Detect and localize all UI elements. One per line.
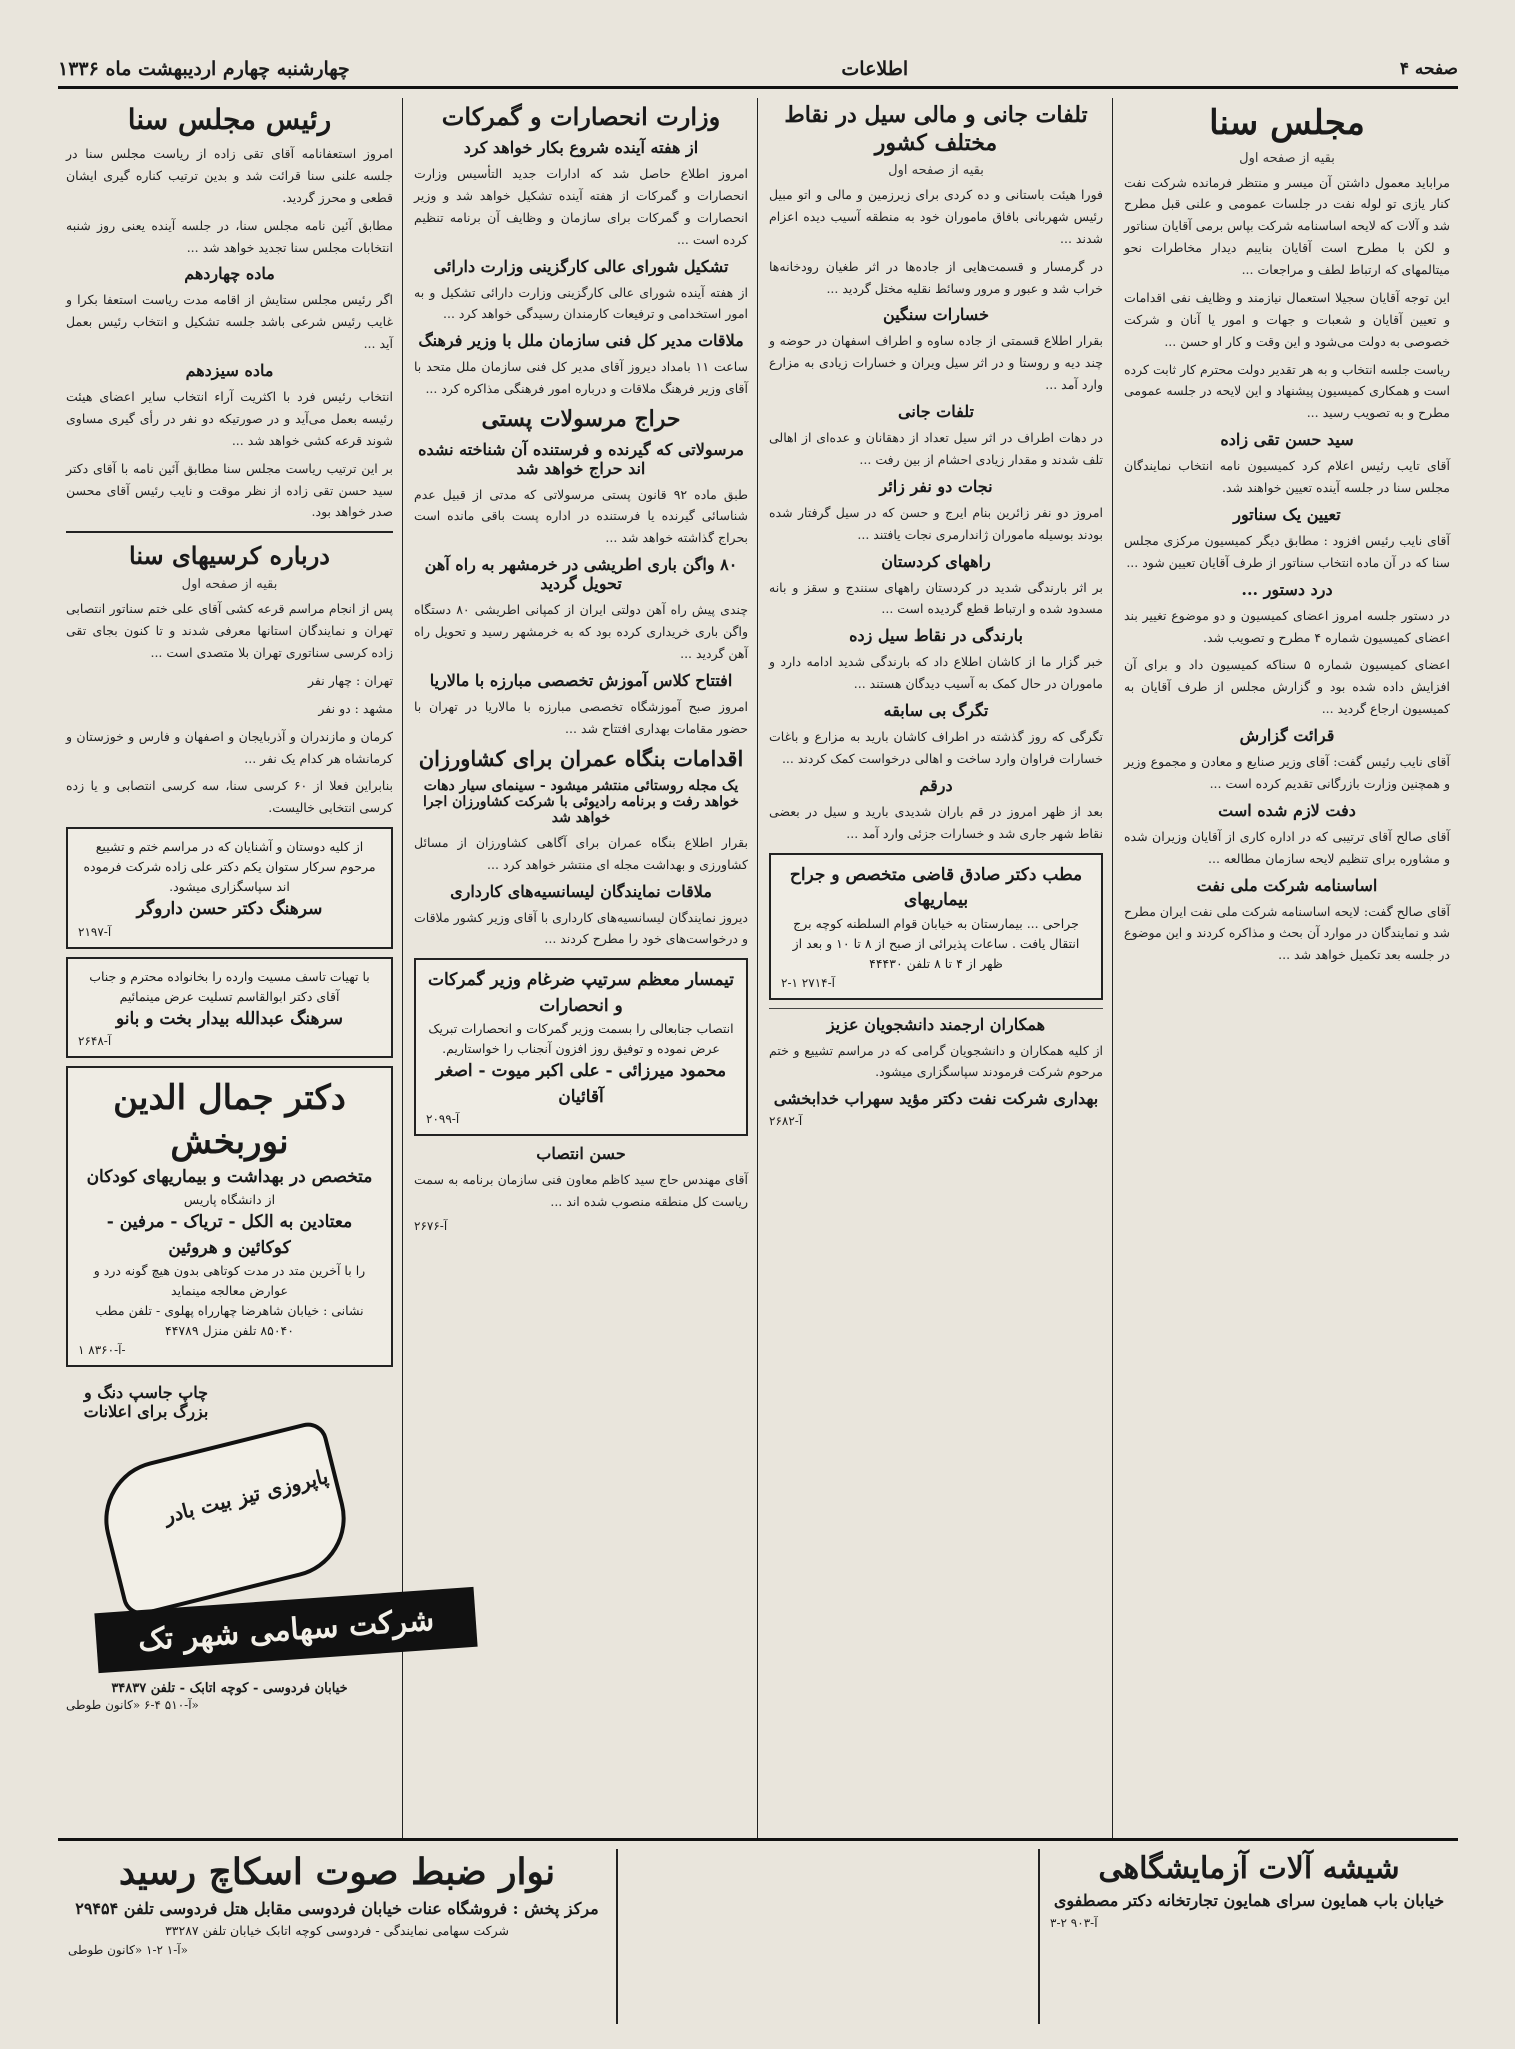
ad-address: نشانی : خیابان شاهرضا چهارراه پهلوی - تلفن مطب ۸۵۰۴۰ تلفن منزل ۴۴۷۸۹	[95, 1303, 364, 1338]
lab-glass-ad	[1038, 1849, 1458, 2024]
article-text: این توجه آقایان سجیلا استعمال نیازمند و وظایف نفی اقدامات و تعیین آقایان و شعبات و جهات و امور یا آنان و شرکت خصوصی به دولت می‌شود و این وقت و کار او حسن ...	[1124, 289, 1450, 349]
section-heading: ملاقات نمایندگان لیسانسیه‌های کارداری	[450, 881, 712, 901]
article-title: مجلس سنا	[1209, 103, 1365, 143]
article-text: بقرار اطلاع بنگاه عمران برای آگاهی کشاورزان از مسائل کشاورزی و بهداشت مجله ای منتشر خواهد کرد ...	[414, 834, 748, 872]
article-text: اگر رئیس مجلس ستایش از اقامه مدت ریاست استعفا بکرا و غایب رئیس شرعی باشد جلسه تشکیل و انتخاب رئیس بعمل آید ...	[66, 292, 393, 352]
article-text: مشهد : دو نفر	[318, 700, 393, 716]
column-rule	[402, 98, 403, 1838]
continued-note: بقیه از صفحه اول	[181, 577, 278, 593]
section-heading: راههای کردستان	[881, 551, 991, 571]
article-text: کرمان و مازندران و آذربایجان و اصفهان و فارس و خوزستان و کرمانشاه هر کدام یک نفر ...	[66, 728, 393, 766]
ad-body: جراحی ... بیمارستان به خیابان قوام السلطنه کوچه برج انتقال یافت . ساعات پذیرائی از صبح از ۸ تا ۱۰ و بعد از ظهر از ۴ تا ۸ تلفن ۴۴۴۳۰	[792, 915, 1080, 971]
column-floods	[761, 98, 1111, 1838]
article-text: در دهات اطراف در اثر سیل تعداد از دهقانان و عده‌ای از اهالی تلف شدند و مقدار زیادی احشام از بین رفت ...	[769, 430, 1103, 467]
section-heading: تعیین یک سناتور	[1233, 504, 1341, 524]
ad-signature: سرهنگ عبدالله بیدار بخت و بانو	[115, 1008, 344, 1029]
article-title: رئیس مجلس سنا	[127, 103, 332, 136]
ad-title: مطب دکتر صادق قاضی متخصص و جراح بیماریهای	[789, 864, 1083, 910]
article-text: دیروز نمایندگان لیسانسیه‌های کارداری با آقای وزیر کشور ملاقات و درخواست‌های خود را مطرح کردند ...	[414, 909, 748, 947]
ad-code: آ-۵۱۰ ۴-۶ «کانون طوطی»	[66, 1698, 199, 1712]
article-title: حراج مرسولات پستی	[481, 406, 681, 432]
section-heading: تشکیل شورای عالی کارگزینی وزارت دارائی	[433, 256, 729, 276]
ad-body: با تهیات تاسف مسیت وارده را بخانواده محترم و جناب آقای دکتر ابوالقاسم تسلیت عرض مینمائیم	[89, 968, 370, 1004]
ad-code: آ-۹۰۳ ۲-۳	[1050, 1915, 1098, 1930]
article-text: خبر گزار ما از کاشان اطلاع داد که بارندگی شدید ادامه دارد و ماموران در حال کمک به آسیب دیدگان هستند ...	[769, 654, 1103, 692]
article-text: آقای نایب رئیس افزود : مطابق دیگر کمیسیون مرکزی مجلس سنا که در آن ماده انتخاب سناتور از طرف آقایان تعیین شود ...	[1124, 532, 1450, 570]
divider	[66, 531, 393, 533]
article-subtitle: از هفته آینده شروع بکار خواهد کرد	[463, 138, 699, 157]
ad-body: از کلیه دوستان و آشنایان که در مراسم ختم و تشییع مرحوم سرکار ستوان یکم دکتر علی زاده شرکت فرموده اند سپاسگزاری میشود.	[83, 839, 376, 895]
section-heading: دفت لازم شده است	[1218, 800, 1356, 820]
section-heading: قرائت گزارش	[1239, 726, 1335, 745]
ad-code: آ-۱ ۲-۱ «کانون طوطی»	[68, 1943, 188, 1958]
article-text: بنابراین فعلا از ۶۰ کرسی سنا، سه کرسی انتصابی و یا زده کرسی انتخابی خالیست.	[66, 778, 393, 816]
section-heading: خسارات سنگین	[883, 305, 989, 325]
article-text: طبق ماده ۹۲ قانون پستی مرسولاتی که مدتی از قبیل عدم شناسائی گیرنده یا فرستنده در اداره پست باقی مانده است بحراج گذاشته خواهد شد ...	[414, 486, 748, 546]
article-title: درباره کرسیهای سنا	[129, 541, 330, 571]
issue-date: چهارشنبه چهارم اردیبهشت ماه ۱۳۳۶	[58, 58, 350, 80]
article-title: وزارت انحصارات و گمرکات	[441, 102, 721, 131]
ad-subtitle: متخصص در بهداشت و بیماریهای کودکان	[86, 1166, 373, 1187]
notice-title: حسن انتصاب	[536, 1144, 626, 1164]
ad-title: شیشه آلات آزمایشگاهی	[1098, 1851, 1400, 1886]
ad-code: آ-۲۶۸۲	[769, 1114, 803, 1129]
ad-body: را با آخرین متد در مدت کوتاهی بدون هیچ گونه درد و عوارض معالجه مینماید	[93, 1263, 366, 1298]
column-rule	[1112, 98, 1113, 1838]
scroll-icon	[92, 1418, 359, 1619]
article-text: در گرمسار و قسمت‌هایی از جاده‌ها در اثر طغیان رودخانه‌ها خراب شد و عبور و مرور وسائط نقلیه مختل گردید ...	[769, 258, 1103, 296]
company-logo: شرکت سهامی شهر تک	[94, 1587, 477, 1673]
section-heading: افتتاح کلاس آموزش تخصصی مبارزه با مالاریا	[429, 670, 733, 690]
section-heading: اساسنامه شرکت ملی نفت	[1196, 875, 1378, 895]
divider	[769, 1008, 1103, 1009]
footer-ads	[58, 1838, 1458, 2028]
notice-text: از کلیه همکاران و دانشجویان گرامی که در مراسم تشییع و ختم مرحوم شرکت فرمودند سپاسگزاری میشود.	[769, 1042, 1103, 1080]
section-heading: تلفات جانی	[898, 402, 974, 421]
scroll-text: پاپروزی تیز بیت بادر	[161, 1464, 331, 1528]
section-heading: درد دستور ...	[1241, 579, 1333, 599]
article-text: آقای نایب رئیس گفت: آقای وزیر صنایع و معادن و مجموع وزیر و همچنین وزارت بازرگانی تقدیم کرده است ...	[1124, 754, 1450, 791]
article-text: امروز استعفانامه آقای تقی زاده از ریاست مجلس سنا در جلسه علنی سنا قرائت شد و بدین ترتیب کناره گیری ایشان قطعی و محرز گردید.	[66, 146, 393, 205]
ad-code: آ-۲۶۴۸	[78, 1034, 112, 1049]
article-text: تگرگی که روز گذشته در اطراف کاشان بارید به مزارع و باغات خسارات فراوان وارد ساخت و اهالی درخواست کمک کردند ...	[769, 729, 1103, 766]
article-text: بر این ترتیب ریاست مجلس سنا مطابق آئین نامه با آقای دکتر سید حسن تقی زاده از نظر موقت و نایب رئیس آقای محسن صدر خواهد بود.	[66, 460, 393, 520]
article-text: ریاست جلسه انتخاب و به هر تقدیر دولت محترم کار ثابت کرده است و همکاری کمیسیون پیشنهاد و این لایحه در جلسه عمومی مطرح و به تصویب رسید ...	[1124, 361, 1450, 421]
article-text: ساعت ۱۱ بامداد دیروز آقای مدیر کل فنی سازمان ملل متحد با آقای وزیر فرهنگ ملاقات و درباره امور فرهنگی مذاکره کرد ...	[414, 359, 748, 397]
condolence-ad	[66, 827, 393, 949]
ad-note: چاپ جاسپ دنگ و بزرگ برای اعلانات	[83, 1383, 209, 1421]
ad-signature: سرهنگ دکتر حسن داروگر	[136, 899, 323, 920]
section-heading: درقم	[919, 775, 953, 795]
section-heading: ماده چهاردهم	[184, 264, 275, 284]
masthead	[58, 52, 1458, 89]
section-heading: سید حسن تقی زاده	[1220, 430, 1354, 450]
article-text: پس از انجام مراسم قرعه کشی آقای علی ختم سناتور انتصابی تهران و نمایندگان استانها معرفی شدند و تا کنون بجای تقی زاده کرسی سناتوری تهران بلا متصدی است ...	[66, 601, 393, 660]
notice-text: آقای مهندس حاج سید کاظم معاون فنی سازمان برنامه به سمت ریاست کل منطقه منصوب شده اند ...	[414, 1172, 748, 1210]
ad-body: خیابان باب همایون سرای همایون تجارتخانه دکتر مصطفوی	[1053, 1891, 1445, 1910]
continued-note: بقیه از صفحه اول	[888, 163, 984, 178]
article-text: تهران : چهار نفر	[308, 672, 393, 688]
article-text: اعضای کمیسیون شماره ۵ سناکه کمیسیون داد و برای آن افزایش داده شده بود و گزارش مجلس از طرف آقایان به کمیسیون ارجاع گردید ...	[1124, 657, 1451, 717]
congrats-ad	[414, 958, 748, 1136]
ad-line: معتادین به الکل - تریاک - مرفین - کوکائین و هروئین	[106, 1212, 353, 1258]
article-text: امروز صبح آموزشگاه تخصصی مبارزه با مالاریا در تهران با حضور مقامات بهداری افتتاح شد ...	[414, 698, 748, 736]
doctor-ad	[769, 853, 1103, 1000]
section-heading: ماده سیزدهم	[185, 361, 274, 380]
column-rule	[757, 98, 758, 1838]
section-heading: تگرگ بی سابقه	[883, 701, 989, 720]
column-ministry	[406, 98, 756, 1838]
section-heading: ۸۰ واگن باری اطریشی در خرمشهر به راه آهن تحویل گردید	[424, 555, 738, 594]
ad-title: دکتر جمال الدین نوربخش	[113, 1078, 346, 1163]
article-text: در دستور جلسه امروز اعضای کمیسیون و دو موضوع تغییر بند اعضای کمیسیون شماره ۴ مطرح و تصویب شد.	[1124, 607, 1450, 645]
section-heading: نجات دو نفر زائر	[879, 476, 993, 496]
notice-title: همکاران ارجمند دانشجویان عزیز	[826, 1014, 1046, 1034]
article-text: بقرار اطلاع قسمتی از جاده ساوه و اطراف اسفهان در حوضه و چند دیه و روستا و در اثر سیل ویران و خسارات زیادی به مزارع وارد آمد ...	[769, 333, 1103, 393]
article-text: مراباید معمول داشتن آن میسر و منتظر فرمانده شرکت نفت کنار یازی تو لوله نفت در جلسات عمومی و علنی قبل مطرح شد و آلات که لایحه اساسنامه شرکت بپاس برمی آقایان سناتور و لکن با مطرح است آقایان بنایبم دیدار مخاطرات نحو میتالمهای که ارتباط لطف و مراجعات ...	[1124, 174, 1450, 277]
article-text: فورا هیئت باستانی و ده کردی برای زیرزمین و مالی و اتو مبیل رئیس شهربانی بافاق ماموران خود به منطقه آسیب دیده اعزام شدند ...	[769, 187, 1103, 246]
article-title: اقدامات بنگاه عمران برای کشاورزان	[418, 745, 744, 771]
article-text: امروز دو نفر زائرین بنام ایرج و حسن که در سیل گرفتار شده بودند بوسیله ماموران ژاندارمری نجات یافتند ...	[769, 504, 1103, 542]
condolence-ad	[66, 957, 393, 1059]
ad-address: خیابان فردوسی - کوچه اتابک - تلفن ۳۴۸۳۷	[111, 1681, 348, 1696]
ad-code: آ-۲۱۹۷	[78, 924, 112, 939]
ad-body-secondary: شرکت سهامی نمایندگی - فردوسی کوچه اتابک خیابان تلفن ۳۳۲۸۷	[165, 1923, 509, 1939]
ad-body: انتصاب جنابعالی را بسمت وزیر گمرکات و انحصارات تبریک عرض نموده و توفیق روز افزون آنجناب را خواستاریم.	[428, 1021, 734, 1057]
tape-ad	[58, 1849, 618, 2024]
article-text: از هفته آینده شورای عالی کارگزینی وزارت دارائی تشکیل و به امور استخدامی و ترفیعات کارمندان رسیدگی خواهد کرد ...	[414, 284, 748, 322]
article-text: آقای تایب رئیس اعلام کرد کمیسیون نامه انتخاب نمایندگان مجلس سنا در جلسه آینده تعیین خواهند شد.	[1124, 458, 1450, 495]
notice-signature: بهداری شرکت نفت دکتر مؤید سهراب خدابخشی	[773, 1089, 1099, 1109]
company-ad	[66, 1375, 436, 1675]
ad-title: تیمسار معظم سرتیپ ضرغام وزیر گمرکات و انحصارات	[427, 970, 735, 1016]
ad-code: آ-۸۳۶۰ ۱-	[78, 1343, 126, 1357]
article-text: انتخاب رئیس فرد با اکثریت آراء انتخاب سایر اعضای هیئت رئیسه بعمل می‌آید و در صورتیکه دو نفر در رأی گیری مساوی شوند قرعه کشی خواهد شد ...	[66, 389, 393, 448]
ad-code: آ-۲۷۱۴ ۱-۲	[781, 975, 835, 990]
article-subtitle: مرسولاتی که گیرنده و فرستنده آن شناخته نشده اند حراج خواهد شد	[418, 439, 744, 478]
continued-note: بقیه از صفحه اول	[1239, 150, 1335, 166]
article-subtitle: یک مجله روستائی منتشر میشود - سینمای سیار دهات خواهد رفت و برنامه رادیوئی با شرکت کشاورزان اجرا خواهد شد	[423, 777, 739, 826]
article-text: بعد از ظهر امروز در قم باران شدیدی بارید و سیل در بعضی نقاط شهر جاری شد و خسارات جزئی وارد آمد ...	[769, 803, 1103, 841]
column-senate	[1116, 98, 1458, 1838]
ad-code: آ-۲۶۷۶	[414, 1219, 448, 1233]
section-heading: ملاقات مدیر کل فنی سازمان ملل با وزیر فرهنگ	[418, 331, 744, 351]
ad-body: مرکز پخش : فروشگاه عنات خیابان فردوسی مقابل هتل فردوسی تلفن ۲۹۴۵۴	[75, 1898, 599, 1918]
article-text: چندی پیش راه آهن دولتی ایران از کمپانی اطریشی ۸۰ دستگاه واگن باری خریداری کرده بود که به خرمشهر رسید و تحویل راه آهن گردید ...	[414, 602, 749, 661]
article-text: بر اثر بارندگی شدید در کردستان راههای سنندج و سقز و بانه مسدود شده و ارتباط قطع گردیده است ...	[769, 579, 1103, 617]
article-text: امروز اطلاع حاصل شد که ادارات جدید التأسیس وزارت انحصارات و گمرکات از هفته آینده تشکیل خواهد شد و وزیر انحصارات و گمرکات برای سازمان و وظایف آن برنامه تنظیم کرده است ...	[414, 166, 748, 247]
ad-signature: محمود میرزائی - علی اکبر میوت - اصغر آقائیان	[435, 1061, 727, 1107]
article-text: آقای صالح گفت: لایحه اساسنامه شرکت ملی نفت ایران مطرح شد و نمایندگان در موارد آن بحث و مذاکره کردند و این موضوع در جلسه بعد تکمیل خواهد شد ...	[1124, 903, 1450, 963]
newspaper-name: اطلاعات	[841, 58, 909, 80]
ad-code: آ-۲۰۹۹	[426, 1112, 460, 1127]
article-title: تلفات جانی و مالی سیل در نقاط مختلف کشور	[784, 102, 1088, 156]
page-label: صفحه ۴	[1399, 59, 1458, 79]
doctor-ad	[66, 1066, 393, 1367]
ad-title: نوار ضبط صوت اسکاچ رسید	[118, 1851, 556, 1893]
ad-school: از دانشگاه پاریس	[183, 1192, 276, 1207]
article-text: آقای صالح آقای ترتیبی که در اداره کاری از آقایان وزیران شده و مشاوره برای تنظیم لایحه سازمان مطالعه ...	[1124, 828, 1450, 866]
article-text: مطابق آئین نامه مجلس سنا، در جلسه آینده یعنی روز شنبه انتخابات مجلس سنا تجدید خواهد شد ...	[66, 217, 393, 255]
section-heading: بارندگی در نقاط سیل زده	[849, 626, 1023, 646]
